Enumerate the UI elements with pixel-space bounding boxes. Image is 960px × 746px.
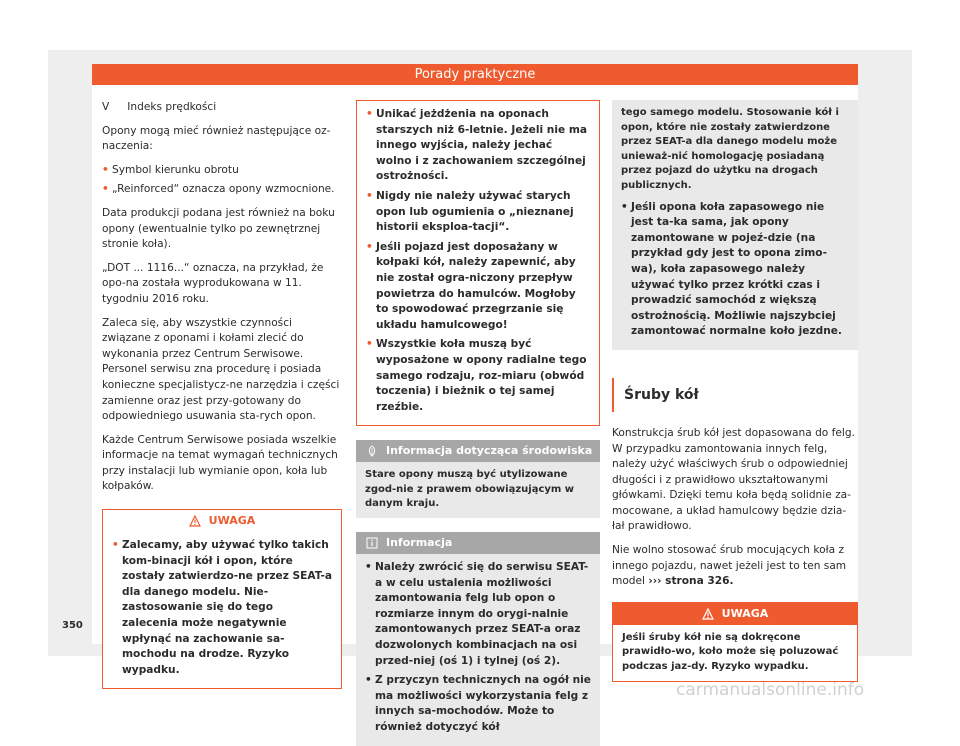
- list-item: • Wszystkie koła muszą być wyposażone w opony radialne tego samego rodzaju, roz-miaru (obwód toczenia) i bieżnik o tej samej rzeźbie.: [366, 337, 590, 415]
- speed-index-letter: V: [102, 101, 110, 113]
- paragraph: Konstrukcja śrub kół jest dopasowana do felg. W przypadku zamontowania innych felg, należy użyć właściwych śrub o odpowiedniej długości i z prawidłowo ukształtowanymi główkami. Dzięki temu koła będą solidnie za-mocowane, a układ hamulcowy będzie dzia-łał prawidłowo.: [612, 426, 855, 533]
- list-item: • „Reinforced“ oznacza opony wzmocnione.: [102, 182, 342, 198]
- warning-body: [103, 532, 341, 688]
- warning-header: [613, 603, 857, 625]
- info-continued-text: tego samego modelu. Stosowanie kół i opon, które nie zostały zatwierdzone przez SEAT-a dla danego modelu może unieważ-nić homologację posiadaną przez pojazd do użytku na drogach publicznych.: [621, 107, 839, 191]
- info-continued-box: [612, 100, 858, 350]
- watermark: carmanualsonline.info: [676, 680, 865, 700]
- warning-continued-body: [357, 101, 599, 425]
- list-item: • Jeśli opona koła zapasowego nie jest ta-ka sama, jak opony zamontowane w pojeź-dzie (na przykład gdy jest to opona zimo-wa), koła zapasowego należy używać tylko przez krótki czas i prowadzić samochód z większą ostrożnością. Możliwie najszybciej zamontować normalne koło jezdne.: [621, 200, 849, 340]
- page-header: Porady praktyczne: [92, 64, 858, 85]
- warning-continued-box: [356, 100, 600, 426]
- warning-text: • Zalecamy, aby używać tylko takich kom-binacji kół i opon, które zostały zatwierdzo-ne przez SEAT-a dla danego modelu. Nie-zastosowanie się do tego zalecenia może negatywnie wpłynąć na zachowanie sa-mochodu na drodze. Ryzyko wypadku.: [112, 538, 332, 678]
- paragraph: Opony mogą mieć również następujące oz-naczenia:: [102, 124, 331, 153]
- info-list: [365, 560, 591, 736]
- warning-header: [103, 510, 341, 532]
- section-title: Śruby kół: [612, 378, 858, 412]
- paragraph: Data produkcji podana jest również na boku opony (ewentualnie tylko po zewnętrznej stronie koła).: [102, 206, 335, 251]
- environment-header: [356, 440, 600, 462]
- info-continued-list: [621, 200, 849, 340]
- warning-box: [612, 602, 858, 682]
- warning-icon: [189, 515, 201, 527]
- warning-title: UWAGA: [208, 514, 256, 528]
- warning-body: [613, 625, 857, 681]
- environment-body: [356, 462, 600, 518]
- warning-text: Jeśli śruby kół nie są dokręcone prawidło-wo, koło może się poluzować podczas jaz-dy. Ryzyko wypadku.: [622, 631, 839, 673]
- list-item: • Unikać jeżdżenia na oponach starszych niż 6-letnie. Jeżeli nie ma innego wyjścia, należy jechać wolno i z zachowaniem szczególnej ostrożności.: [366, 107, 590, 185]
- warning-title: UWAGA: [721, 606, 769, 620]
- speed-index-label: Indeks prędkości: [127, 101, 217, 113]
- speed-index-row: [102, 100, 342, 116]
- list-item: • Jeśli pojazd jest doposażany w kołpaki kół, należy zapewnić, aby nie został ogra-niczony przepływ powietrza do hamulców. Mogłoby to spowodować przegrzanie się układu hamulcowego!: [366, 240, 590, 334]
- warning-continued-list: [366, 107, 590, 415]
- list-item: • Symbol kierunku obrotu: [102, 163, 342, 179]
- info-box: [356, 532, 600, 746]
- paragraph: [612, 543, 858, 590]
- info-icon: [366, 537, 378, 549]
- page-reference-link[interactable]: ››› strona 326.: [648, 575, 734, 588]
- marking-list: [102, 163, 342, 198]
- info-body: [356, 554, 600, 746]
- paragraph: Zaleca się, aby wszystkie czynności związane z oponami i kołami zlecić do wykonania przez Centrum Serwisowe. Personel serwisu zna procedurę i posiada konieczne specjalistycz-ne narzędzia i części zamienne oraz jest przy-gotowany do odpowiedniego usuwania sta-rych opon.: [102, 316, 340, 423]
- column-left: [102, 100, 342, 689]
- environment-text: Stare opony muszą być utylizowane zgod-nie z prawem obowiązującym w danym kraju.: [365, 469, 575, 510]
- list-item: • Należy zwrócić się do serwisu SEAT-a w celu ustalenia możliwości zamontowania felg lub opon o rozmiarze innym do orygi-nalnie zamontowanych przez SEAT-a oraz dozwolonych kombinacjach na osi przed-niej (oś 1) i tylnej (oś 2).: [365, 560, 591, 669]
- paragraph: „DOT ... 1116...“ oznacza, na przykład, że opo-na została wyprodukowana w 11. tygodniu 2016 roku.: [102, 261, 324, 305]
- paragraph-text: Nie wolno stosować śrub mocujących koła z innego pojazdu, nawet jeżeli jest to ten sam model: [612, 544, 847, 588]
- info-continued-body: [612, 100, 858, 350]
- leaf-icon: [366, 445, 378, 457]
- warning-icon: [702, 608, 714, 620]
- column-middle: [356, 100, 600, 746]
- environment-box: [356, 440, 600, 518]
- warning-box: [102, 509, 342, 689]
- paragraph: Każde Centrum Serwisowe posiada wszelkie informacje na temat wymagań technicznych przy instalacji lub wymianie opon, koła lub kołpaków.: [102, 433, 338, 493]
- list-item: • Nigdy nie należy używać starych opon lub ogumienia o „nieznanej historii eksploa-tacji“.: [366, 189, 590, 236]
- list-item: • Z przyczyn technicznych na ogół nie ma możliwości wykorzystania felg z innych sa-mochodów. Może to również dotyczyć kół: [365, 673, 591, 735]
- column-right: [612, 100, 858, 682]
- warning-list: [112, 538, 332, 678]
- page-number: 350: [62, 620, 83, 631]
- environment-title: Informacja dotycząca środowiska: [386, 444, 593, 458]
- info-header: [356, 532, 600, 554]
- info-title: Informacja: [386, 536, 453, 550]
